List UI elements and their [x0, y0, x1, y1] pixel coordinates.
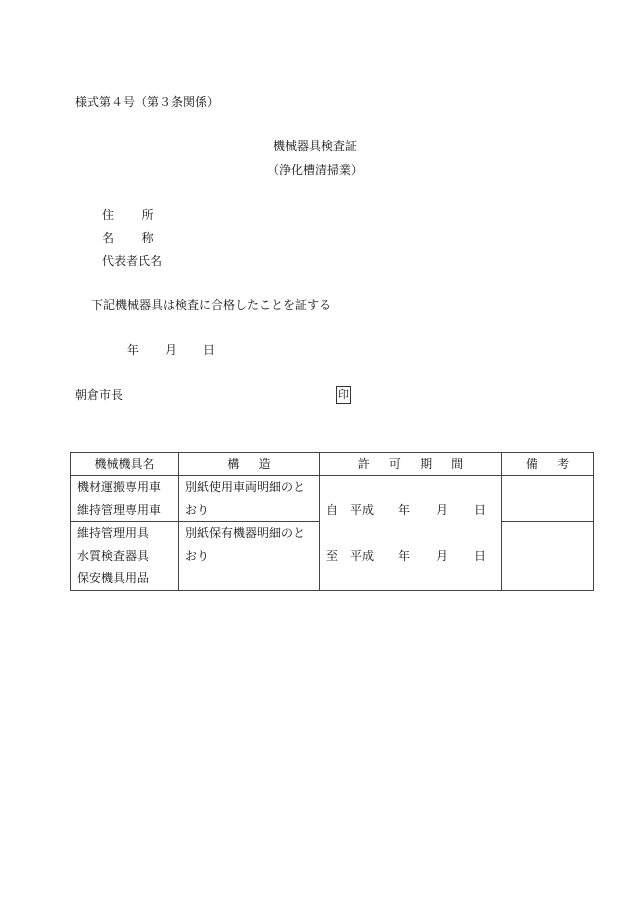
issue-date	[127, 344, 215, 356]
header-structure	[179, 453, 320, 476]
period-to-day: 日	[474, 548, 487, 563]
seal-mark: 印	[336, 386, 351, 404]
period-from-month: 月	[436, 503, 449, 517]
header-remarks-text: 備考	[525, 457, 589, 471]
period-from-era: 平成	[350, 503, 375, 517]
table-header-row	[71, 453, 594, 476]
representative-label: 代表者氏名	[102, 254, 163, 268]
header-remarks	[502, 453, 594, 476]
equipment-name: 維持管理用具	[77, 526, 150, 540]
structure-text: おり	[185, 502, 210, 517]
period-from-year: 年	[398, 503, 411, 517]
certificate-title: 機械器具検査証	[272, 139, 357, 153]
remarks-cell	[502, 476, 594, 522]
header-equipment-name: 機械機具名	[71, 453, 179, 476]
issue-day-label: 日	[203, 343, 216, 357]
structure-cell	[179, 522, 320, 591]
equipment-name-cell	[71, 522, 179, 591]
issue-month-label: 月	[165, 343, 178, 357]
certification-statement: 下記機械器具は検査に合格したことを証する	[91, 298, 332, 312]
issuer-name: 朝倉市長	[75, 388, 124, 402]
structure-cell	[179, 476, 320, 522]
period-from-day: 日	[474, 503, 487, 517]
header-permit-period-text: 許可期間	[357, 457, 483, 471]
issue-year-label: 年	[127, 343, 140, 357]
equipment-table	[70, 452, 594, 591]
equipment-name: 水質検査器具	[77, 548, 150, 563]
permit-period-to	[320, 545, 501, 568]
table-row	[71, 476, 594, 522]
equipment-name: 保安機具用品	[77, 571, 150, 585]
period-from-prefix: 自	[326, 503, 339, 517]
permit-period-cell	[320, 476, 502, 591]
header-permit-period	[320, 453, 502, 476]
certificate-subtitle: （浄化槽清掃業）	[266, 163, 363, 177]
equipment-name: 機材運搬専用車	[77, 480, 162, 494]
period-to-year: 年	[398, 548, 411, 563]
form-number: 様式第４号（第３条関係）	[75, 95, 220, 109]
address-label: 住所	[102, 208, 182, 222]
equipment-name-cell	[71, 476, 179, 522]
remarks-cell	[502, 522, 594, 591]
structure-text: おり	[185, 548, 210, 563]
permit-period-from	[320, 499, 501, 522]
equipment-name: 維持管理専用車	[77, 502, 162, 517]
structure-text: 別紙使用車両明細のと	[185, 480, 306, 494]
period-to-prefix: 至	[326, 548, 339, 563]
name-label: 名称	[102, 231, 182, 245]
period-to-era: 平成	[350, 548, 375, 563]
structure-text: 別紙保有機器明細のと	[185, 526, 306, 540]
header-structure-text: 構造	[227, 457, 290, 471]
period-to-month: 月	[436, 548, 449, 563]
